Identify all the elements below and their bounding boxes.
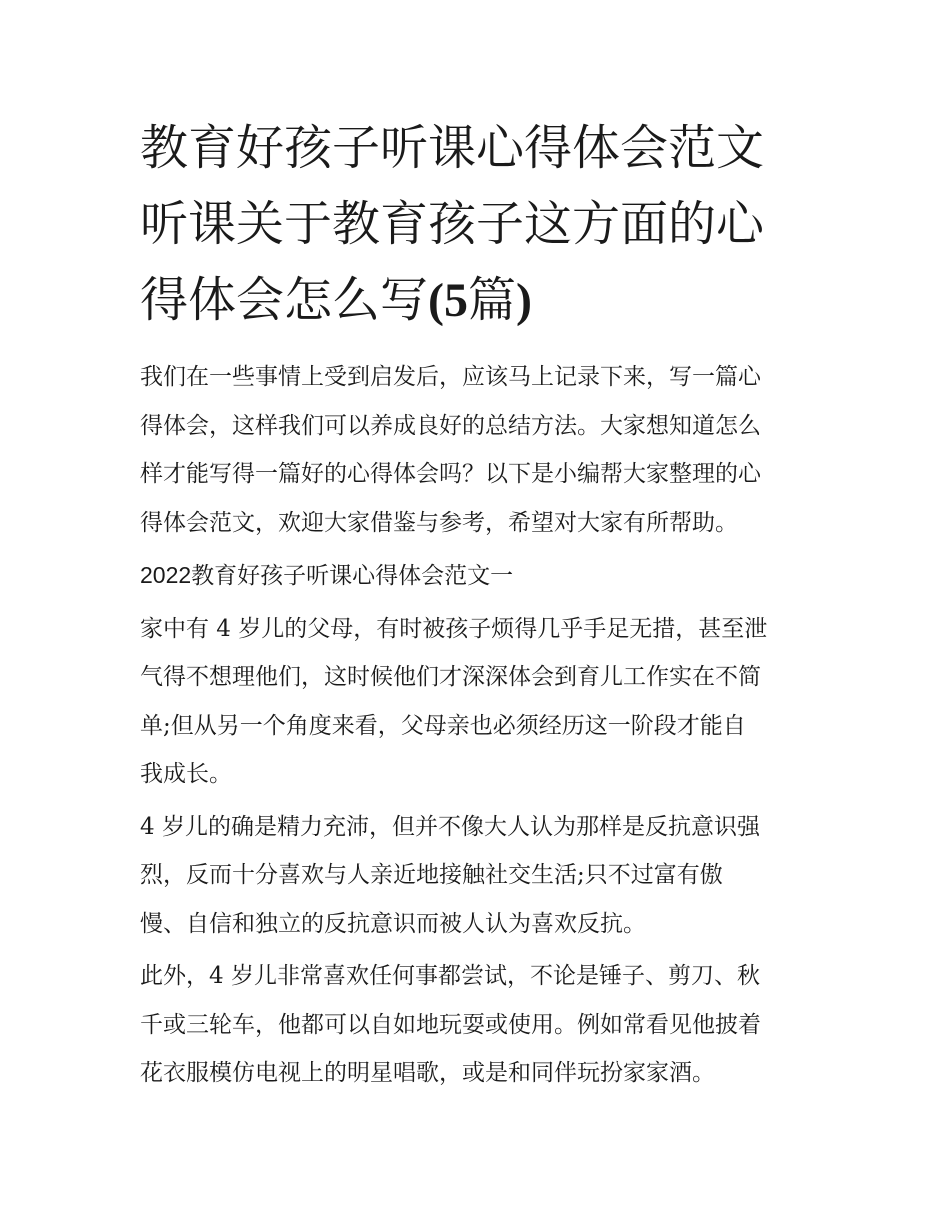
paragraph-line: 单;但从另一个角度来看，父母亲也必须经历这一阶段才能自 <box>140 712 746 739</box>
title-line-2: 听课关于教育孩子这方面的心 <box>140 196 765 252</box>
intro-paragraph <box>140 353 812 547</box>
document-body <box>140 353 812 1098</box>
section-heading <box>140 551 812 601</box>
title-count-close: ) <box>516 274 532 327</box>
paragraph-line: 家中有 4 岁儿的父母，有时被孩子烦得几乎手足无措，甚至泄 <box>140 615 768 642</box>
section-heading-text: 教育好孩子听课心得体会范文一 <box>191 563 514 589</box>
body-paragraph <box>140 605 812 799</box>
paragraph-line: 千或三轮车，他都可以自如地玩耍或使用。例如常看见他披着 <box>140 1011 761 1038</box>
paragraph-line: 4 岁儿的确是精力充沛，但并不像大人认为那样是反抗意识强 <box>140 813 760 840</box>
title-line-1: 教育好孩子听课心得体会范文 <box>140 120 765 176</box>
body-paragraph <box>140 952 812 1098</box>
title-count-open: (5 <box>428 274 468 327</box>
document-title <box>140 110 812 339</box>
paragraph-line: 慢、自信和独立的反抗意识而被人认为喜欢反抗。 <box>140 910 646 937</box>
paragraph-line: 我成长。 <box>140 761 232 787</box>
body-paragraph <box>140 803 812 949</box>
intro-line: 样才能写得一篇好的心得体会吗？以下是小编帮大家整理的心 <box>140 461 761 487</box>
paragraph-line: 气得不想理他们，这时候他们才深深体会到育儿工作实在不简 <box>140 664 761 690</box>
document-page <box>140 110 812 1102</box>
intro-line: 得体会范文，欢迎大家借鉴与参考，希望对大家有所帮助。 <box>140 509 738 536</box>
title-count-unit: 篇 <box>468 272 517 328</box>
paragraph-line: 烈，反而十分喜欢与人亲近地接触社交生活;只不过富有傲 <box>140 862 723 888</box>
section-heading-year: 2022 <box>140 562 192 588</box>
paragraph-line: 此外，4 岁儿非常喜欢任何事都尝试，不论是锤子、剪刀、秋 <box>140 963 760 989</box>
title-line-3-prefix: 得体会怎么写 <box>140 272 429 328</box>
paragraph-line: 花衣服模仿电视上的明星唱歌，或是和同伴玩扮家家酒。 <box>140 1060 715 1086</box>
intro-line: 我们在一些事情上受到启发后，应该马上记录下来，写一篇心 <box>140 364 761 390</box>
intro-line: 得体会，这样我们可以养成良好的总结方法。大家想知道怎么 <box>140 412 761 439</box>
title-line-3 <box>140 262 812 339</box>
